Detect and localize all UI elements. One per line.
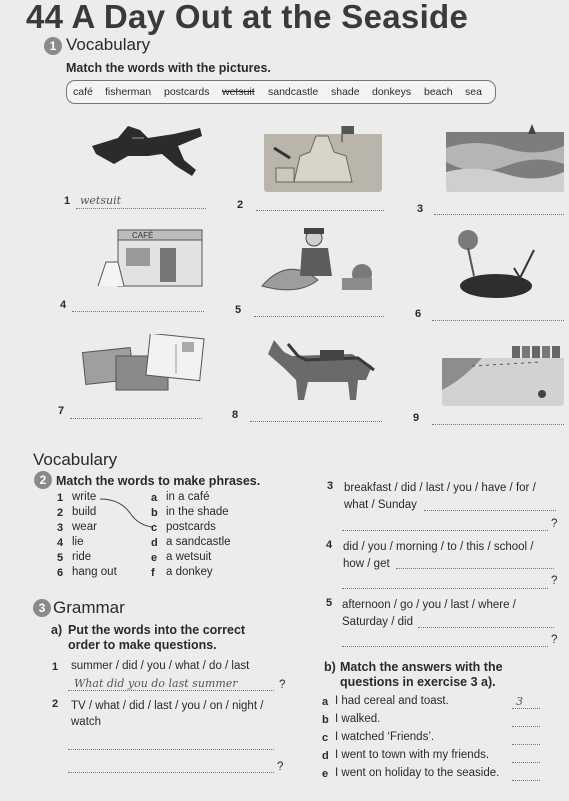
answer-d-line[interactable] [512, 762, 540, 763]
picture-3-number: 3 [417, 203, 424, 215]
svg-text:CAFÉ: CAFÉ [132, 231, 154, 240]
picture-8-answer-line[interactable] [250, 421, 382, 422]
answer-a-value: 3 [516, 695, 523, 708]
picture-5-number: 5 [235, 304, 242, 316]
left-num-1: 1 [57, 492, 64, 504]
word-postcards: postcards [164, 86, 210, 98]
picture-2-answer-line[interactable] [256, 210, 384, 211]
left-word-1: write [72, 491, 97, 503]
picture-3-answer-line[interactable] [434, 214, 564, 215]
question-4-mark: ? [551, 575, 558, 587]
page-title: 44 A Day Out at the Seaside [26, 0, 469, 35]
answer-b-letter: b [322, 714, 329, 726]
answer-d-text: I went to town with my friends. [335, 749, 490, 761]
right-phrase-b: in the shade [166, 506, 229, 518]
question-4-line-1[interactable] [396, 568, 554, 569]
part-a-label: a) [51, 623, 63, 637]
right-letter-d: d [151, 537, 158, 549]
picture-6-answer-line[interactable] [432, 320, 564, 321]
section-2-instruction: Match the words to make phrases. [56, 474, 261, 488]
section-3-badge: 3 [33, 599, 51, 617]
left-word-2: build [72, 506, 97, 518]
picture-1-answer: wetsuit [80, 194, 122, 207]
answer-b-text: I walked. [335, 713, 381, 725]
right-phrase-a: in a café [166, 491, 210, 503]
answer-c-text: I watched ‘Friends’. [335, 731, 435, 743]
word-beach: beach [424, 86, 453, 98]
right-letter-a: a [151, 492, 158, 504]
question-1-answer: What did you do last summer [74, 677, 238, 690]
word-sandcastle: sandcastle [268, 86, 319, 98]
right-letter-b: b [151, 507, 158, 519]
answer-a-letter: a [322, 696, 329, 708]
vocabulary-header: Vocabulary [33, 450, 118, 469]
word-donkeys: donkeys [372, 86, 412, 98]
question-3-words: breakfast / did / last / you / have / for / what / Sunday [344, 482, 536, 511]
right-letter-f: f [151, 567, 155, 579]
shade-picture [448, 224, 548, 298]
fisherman-picture [258, 226, 384, 298]
right-phrase-c: postcards [166, 521, 216, 533]
picture-4-answer-line[interactable] [72, 311, 204, 312]
question-1-answer-line[interactable] [68, 690, 274, 691]
answer-a-text: I had cereal and toast. [335, 695, 449, 707]
word-wetsuit: wetsuit [222, 86, 255, 98]
right-phrase-e: a wetsuit [166, 551, 212, 563]
word-sea: sea [465, 86, 482, 98]
sandcastle-picture [264, 122, 382, 192]
question-5-words: afternoon / go / you / last / where / Saturday / did [342, 599, 516, 628]
left-num-5: 5 [57, 552, 64, 564]
right-letter-e: e [151, 552, 158, 564]
question-4-line-2[interactable] [342, 588, 548, 589]
picture-6-number: 6 [415, 308, 422, 320]
question-1-mark: ? [279, 679, 286, 691]
part-a-instruction: Put the words into the correct order to make questions. [68, 623, 246, 652]
picture-8-number: 8 [232, 409, 239, 421]
question-2-number: 2 [52, 698, 59, 710]
question-3-line-2[interactable] [342, 530, 548, 531]
picture-4-number: 4 [60, 299, 67, 311]
question-3-mark: ? [551, 518, 558, 530]
question-5-number: 5 [326, 597, 333, 609]
section-1-title: Vocabulary [66, 35, 151, 54]
question-3-number: 3 [327, 480, 334, 492]
word-box [66, 80, 496, 104]
section-2-badge: 2 [34, 471, 52, 489]
word-cafe: café [73, 86, 93, 98]
answer-a-line[interactable] [512, 708, 540, 709]
cafe-picture [96, 222, 208, 292]
section-1-instruction: Match the words with the pictures. [66, 61, 271, 75]
picture-5-answer-line[interactable] [254, 316, 384, 317]
sea-picture [446, 124, 564, 192]
question-4-words: did / you / morning / to / this / school / how / get [343, 541, 534, 570]
question-5-line-2[interactable] [342, 646, 548, 647]
word-shade: shade [331, 86, 360, 98]
question-2-words: TV / what / did / last / you / on / night / watch [71, 700, 264, 728]
word-fisherman: fisherman [105, 86, 152, 98]
part-b-instruction: Match the answers with the questions in exercise 3 a). [340, 660, 503, 689]
picture-1-answer-line[interactable] [76, 208, 206, 209]
right-phrase-f: a donkey [166, 566, 213, 578]
picture-7-answer-line[interactable] [70, 418, 202, 419]
question-5-line-1[interactable] [418, 627, 554, 628]
answer-c-line[interactable] [512, 744, 540, 745]
answer-e-line[interactable] [512, 780, 540, 781]
answer-e-text: I went on holiday to the seaside. [335, 767, 500, 779]
picture-7-number: 7 [58, 405, 65, 417]
answer-b-line[interactable] [512, 726, 540, 727]
answer-d-letter: d [322, 750, 329, 762]
donkeys-picture [262, 330, 380, 402]
postcards-picture [82, 334, 214, 396]
question-1-words: summer / did / you / what / do / last [71, 660, 250, 672]
left-num-4: 4 [57, 537, 64, 549]
question-4-number: 4 [326, 539, 333, 551]
answer-e-letter: e [322, 768, 329, 780]
left-word-3: wear [72, 521, 97, 533]
wetsuit-picture [88, 120, 206, 182]
picture-2-number: 2 [237, 199, 244, 211]
right-letter-c: c [151, 522, 158, 534]
picture-9-answer-line[interactable] [432, 424, 564, 425]
answer-c-letter: c [322, 732, 329, 744]
question-2-mark: ? [277, 761, 284, 773]
question-5-mark: ? [551, 634, 558, 646]
question-1-number: 1 [52, 661, 59, 673]
question-3-line-1[interactable] [424, 510, 556, 511]
left-num-6: 6 [57, 567, 64, 579]
section-1-badge: 1 [44, 37, 62, 55]
match-line [100, 495, 154, 531]
part-b-label: b) [324, 660, 336, 674]
picture-1-number: 1 [64, 195, 71, 207]
question-2-line-1[interactable] [68, 749, 274, 750]
beach-picture [442, 340, 564, 406]
left-num-2: 2 [57, 507, 64, 519]
left-word-4: lie [72, 536, 84, 548]
left-word-6: hang out [72, 566, 117, 578]
question-2-line-2[interactable] [68, 772, 274, 773]
left-word-5: ride [72, 551, 92, 563]
right-phrase-d: a sandcastle [166, 536, 231, 548]
left-num-3: 3 [57, 522, 64, 534]
section-3-title: Grammar [53, 598, 125, 617]
picture-9-number: 9 [413, 412, 420, 424]
